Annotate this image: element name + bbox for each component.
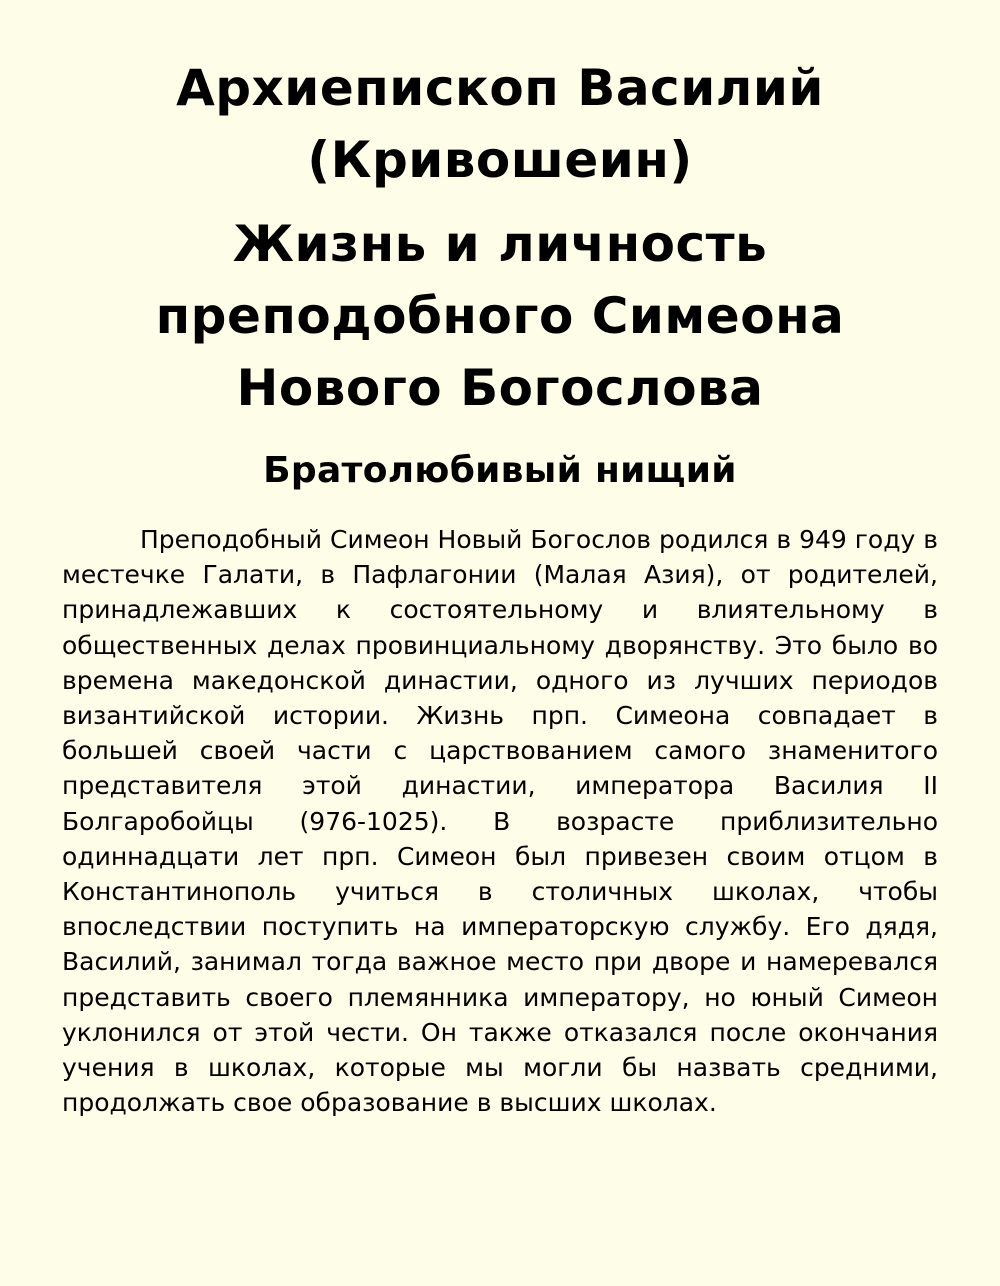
chapter-heading: Братолюбивый нищий [263,450,737,491]
author-heading: Архиепископ Василий (Кривошеин) [176,59,824,189]
body-paragraph: Преподобный Симеон Новый Богослов родился в 949 году в местечке Галати, в Пафлагонии (Малая Азия), от родителей, принадлежавших к состоятельному и влиятельному в общественных делах провинциальному дворянству. Это было во времена македонской династии, одного из лучших периодов византийской истории. Жизнь прп. Симеона совпадает в большей своей части с царствованием самого знаменитого представителя этой династии, императора Василия II Болгаробойцы (976-1025). В возрасте приблизительно одиннадцати лет прп. Симеон был привезен своим отцом в Константинополь учиться в столичных школах, чтобы впоследствии поступить на императорскую службу. Его дядя, Василий, занимал тогда важное место при дворе и намеревался представить своего племянника императору, но юный Симеон уклонился от этой чести. Он также отказался после окончания учения в школах, которые мы могли бы назвать средними, продолжать свое образование в высших школах. [62,525,938,1118]
book-title: Жизнь и личность преподобного Симеона Нового Богослова [155,215,845,417]
